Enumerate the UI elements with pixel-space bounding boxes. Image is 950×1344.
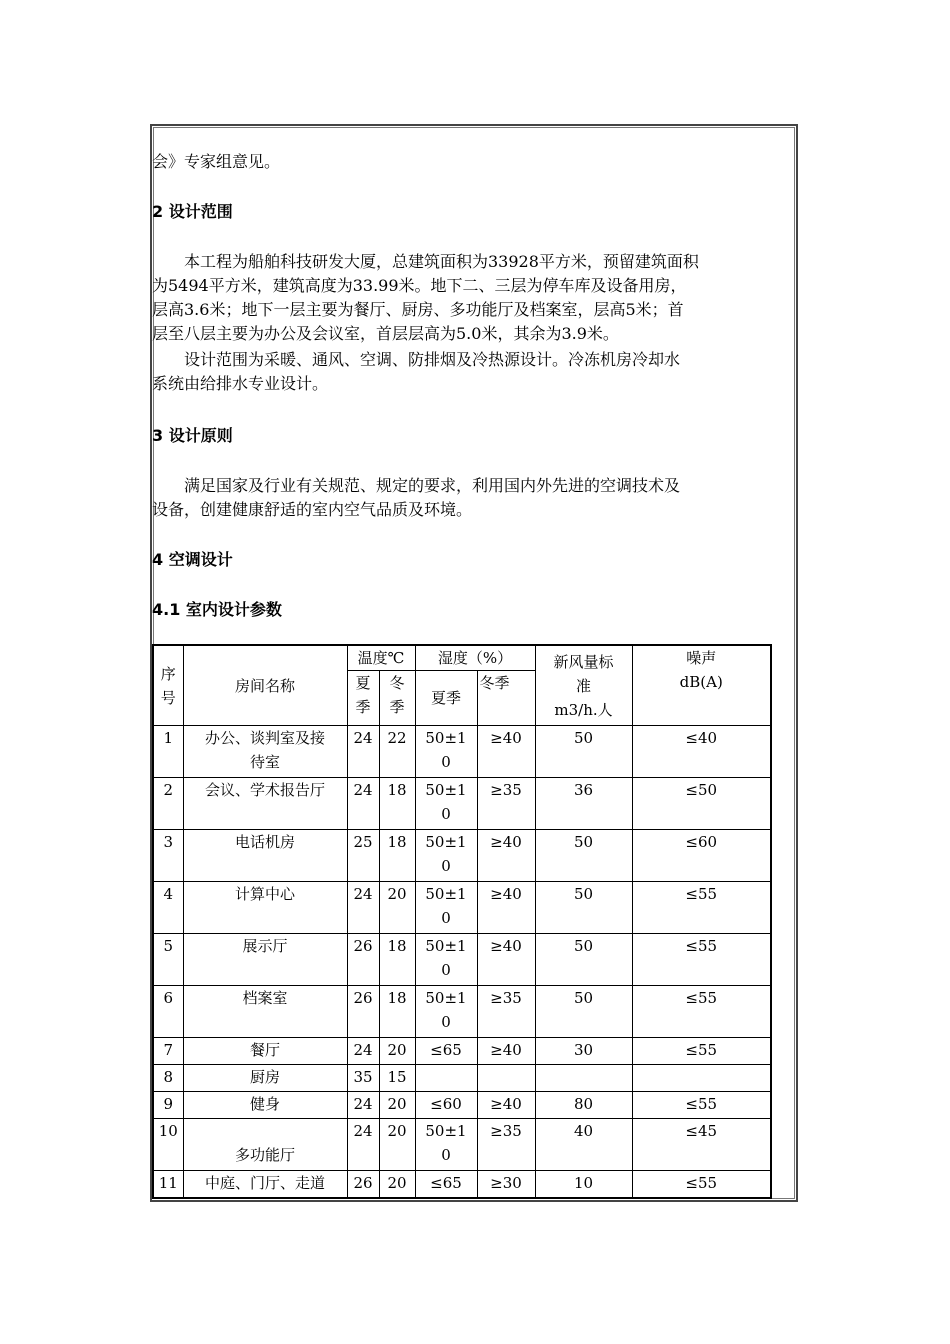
- table-row: [153, 934, 771, 986]
- cell-temp-winter: 20: [379, 1038, 415, 1065]
- cell-temp-summer: 24: [347, 882, 379, 934]
- cell-temp-winter: 15: [379, 1065, 415, 1092]
- cell-no: 6: [153, 986, 183, 1038]
- header-room-name: 房间名称: [183, 645, 347, 726]
- table-row: [153, 1119, 771, 1171]
- cell-temp-winter: 18: [379, 986, 415, 1038]
- text-line: 设备，创建健康舒适的室内空气品质及环境。: [152, 500, 473, 519]
- cell-room-name: 厨房: [183, 1065, 347, 1092]
- section-2-paragraph-2: [152, 348, 680, 396]
- text-line: 系统由给排水专业设计。: [152, 374, 329, 393]
- section-4-1-heading: 4.1 室内设计参数: [152, 600, 282, 619]
- section-3-paragraph: [152, 474, 680, 522]
- header-temp-winter: 冬 季: [379, 671, 415, 726]
- cell-fresh-air: 50: [535, 934, 632, 986]
- cell-temp-summer: 25: [347, 830, 379, 882]
- cell-room-name: 中庭、门厅、走道: [183, 1171, 347, 1198]
- cell-no: 8: [153, 1065, 183, 1092]
- section-4-heading: 4 空调设计: [152, 550, 233, 569]
- cell-temp-summer: 35: [347, 1065, 379, 1092]
- cell-hum-summer: ≤65: [415, 1171, 477, 1198]
- cell-hum-summer: ≤65: [415, 1038, 477, 1065]
- cell-temp-summer: 26: [347, 934, 379, 986]
- cell-noise: ≤40: [632, 726, 771, 778]
- table-row: [153, 1092, 771, 1119]
- cell-no: 2: [153, 778, 183, 830]
- header-temp-summer: 夏 季: [347, 671, 379, 726]
- cell-temp-summer: 26: [347, 986, 379, 1038]
- cell-hum-winter: [477, 1065, 535, 1092]
- cell-hum-winter: ≥35: [477, 1119, 535, 1171]
- cell-no: 10: [153, 1119, 183, 1171]
- cell-room-name: 档案室: [183, 986, 347, 1038]
- cell-noise: ≤45: [632, 1119, 771, 1171]
- header-noise: 噪声 dB(A): [632, 645, 771, 726]
- cell-temp-winter: 20: [379, 882, 415, 934]
- cell-hum-summer: 50±1 0: [415, 934, 477, 986]
- cell-room-name: 多功能厅: [183, 1119, 347, 1171]
- cell-fresh-air: 50: [535, 986, 632, 1038]
- intro-tail-text: 会》专家组意见。: [152, 152, 281, 171]
- table-row: [153, 830, 771, 882]
- cell-temp-summer: 24: [347, 778, 379, 830]
- cell-hum-winter: ≥35: [477, 778, 535, 830]
- cell-temp-summer: 24: [347, 1119, 379, 1171]
- cell-temp-summer: 24: [347, 1092, 379, 1119]
- cell-fresh-air: 50: [535, 830, 632, 882]
- text-line: 层至八层主要为办公及会议室，首层层高为5.0米，其余为3.9米。: [152, 324, 619, 343]
- cell-fresh-air: 50: [535, 726, 632, 778]
- cell-noise: ≤55: [632, 1171, 771, 1198]
- table-row: [153, 1171, 771, 1198]
- cell-room-name: 展示厅: [183, 934, 347, 986]
- cell-fresh-air: 30: [535, 1038, 632, 1065]
- text-line: 本工程为船舶科技研发大厦，总建筑面积为33928平方米，预留建筑面积: [152, 252, 699, 271]
- cell-hum-winter: ≥40: [477, 830, 535, 882]
- cell-no: 7: [153, 1038, 183, 1065]
- cell-hum-winter: ≥30: [477, 1171, 535, 1198]
- header-humidity: 湿度（%）: [415, 645, 535, 671]
- cell-room-name: 健身: [183, 1092, 347, 1119]
- cell-noise: ≤55: [632, 1092, 771, 1119]
- cell-temp-summer: 24: [347, 1038, 379, 1065]
- text-line: 设计范围为采暖、通风、空调、防排烟及冷热源设计。冷冻机房冷却水: [152, 350, 681, 369]
- cell-temp-winter: 22: [379, 726, 415, 778]
- cell-no: 4: [153, 882, 183, 934]
- table-row: [153, 1065, 771, 1092]
- table-row: [153, 726, 771, 778]
- cell-temp-summer: 24: [347, 726, 379, 778]
- cell-noise: ≤50: [632, 778, 771, 830]
- header-hum-winter: 冬季: [477, 671, 535, 726]
- cell-temp-winter: 18: [379, 778, 415, 830]
- cell-fresh-air: 36: [535, 778, 632, 830]
- cell-temp-winter: 20: [379, 1092, 415, 1119]
- table-row: [153, 986, 771, 1038]
- cell-room-name: 电话机房: [183, 830, 347, 882]
- section-2-paragraph-1: [152, 250, 699, 346]
- text-line: 层高3.6米；地下一层主要为餐厅、厨房、多功能厅及档案室，层高5米；首: [152, 300, 684, 319]
- section-3-heading: 3 设计原则: [152, 426, 233, 445]
- cell-no: 5: [153, 934, 183, 986]
- table-row: [153, 882, 771, 934]
- indoor-design-parameters-table: [152, 644, 772, 1199]
- cell-hum-summer: 50±1 0: [415, 882, 477, 934]
- cell-hum-winter: ≥40: [477, 726, 535, 778]
- cell-temp-summer: 26: [347, 1171, 379, 1198]
- cell-hum-winter: ≥35: [477, 986, 535, 1038]
- text-line: 为5494平方米，建筑高度为33.99米。地下二、三层为停车库及设备用房，: [152, 276, 687, 295]
- cell-room-name: 会议、学术报告厅: [183, 778, 347, 830]
- text-line: 满足国家及行业有关规范、规定的要求，利用国内外先进的空调技术及: [152, 476, 681, 495]
- cell-fresh-air: [535, 1065, 632, 1092]
- cell-no: 1: [153, 726, 183, 778]
- cell-hum-winter: ≥40: [477, 1038, 535, 1065]
- cell-hum-summer: [415, 1065, 477, 1092]
- table-row: [153, 778, 771, 830]
- cell-no: 3: [153, 830, 183, 882]
- cell-hum-summer: 50±1 0: [415, 778, 477, 830]
- cell-hum-summer: ≤60: [415, 1092, 477, 1119]
- header-hum-summer: 夏季: [415, 671, 477, 726]
- cell-hum-summer: 50±1 0: [415, 1119, 477, 1171]
- cell-temp-winter: 18: [379, 934, 415, 986]
- cell-hum-winter: ≥40: [477, 882, 535, 934]
- cell-no: 9: [153, 1092, 183, 1119]
- cell-temp-winter: 18: [379, 830, 415, 882]
- header-no: 序 号: [153, 645, 183, 726]
- cell-fresh-air: 40: [535, 1119, 632, 1171]
- cell-temp-winter: 20: [379, 1171, 415, 1198]
- cell-hum-summer: 50±1 0: [415, 986, 477, 1038]
- cell-hum-summer: 50±1 0: [415, 726, 477, 778]
- cell-hum-winter: ≥40: [477, 1092, 535, 1119]
- cell-no: 11: [153, 1171, 183, 1198]
- cell-room-name: 计算中心: [183, 882, 347, 934]
- cell-fresh-air: 80: [535, 1092, 632, 1119]
- cell-noise: [632, 1065, 771, 1092]
- header-fresh-air: 新风量标 准 m3/h.人: [535, 645, 632, 726]
- cell-room-name: 办公、谈判室及接 待室: [183, 726, 347, 778]
- table-row: [153, 1038, 771, 1065]
- cell-hum-winter: ≥40: [477, 934, 535, 986]
- cell-noise: ≤55: [632, 934, 771, 986]
- cell-temp-winter: 20: [379, 1119, 415, 1171]
- cell-noise: ≤60: [632, 830, 771, 882]
- cell-noise: ≤55: [632, 986, 771, 1038]
- cell-fresh-air: 10: [535, 1171, 632, 1198]
- cell-hum-summer: 50±1 0: [415, 830, 477, 882]
- cell-room-name: 餐厅: [183, 1038, 347, 1065]
- section-2-heading: 2 设计范围: [152, 202, 233, 221]
- header-temperature: 温度℃: [347, 645, 415, 671]
- cell-noise: ≤55: [632, 882, 771, 934]
- cell-noise: ≤55: [632, 1038, 771, 1065]
- cell-fresh-air: 50: [535, 882, 632, 934]
